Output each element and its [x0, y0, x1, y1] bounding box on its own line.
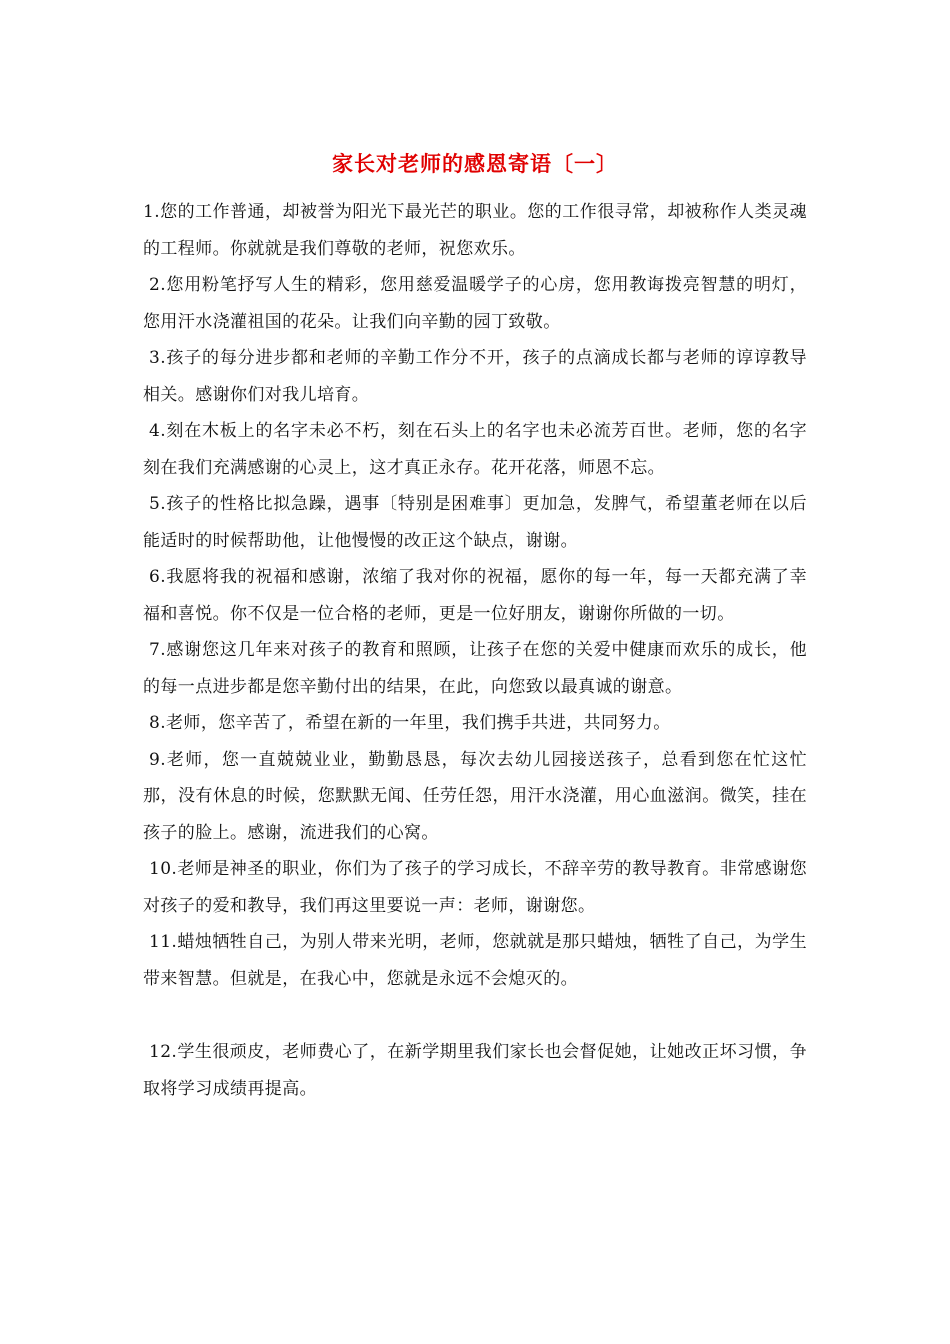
paragraph-1: 1.您的工作普通，却被誉为阳光下最光芒的职业。您的工作很寻常，却被称作人类灵魂的工程师。你就就是我们尊敬的老师，祝您欢乐。 [143, 202, 807, 259]
paragraph-12: 12.学生很顽皮，老师费心了，在新学期里我们家长也会督促她，让她改正坏习惯，争取将学习成绩再提高。 [143, 1042, 807, 1099]
paragraph-10: 10.老师是神圣的职业，你们为了孩子的学习成长，不辞辛劳的教导教育。非常感谢您对孩子的爱和教导，我们再这里要说一声：老师，谢谢您。 [143, 859, 807, 916]
paragraph-7: 7.感谢您这几年来对孩子的教育和照顾，让孩子在您的关爱中健康而欢乐的成长，他的每一点进步都是您辛勤付出的结果，在此，向您致以最真诚的谢意。 [143, 640, 807, 697]
document-title: 家长对老师的感恩寄语〔一〕 [332, 151, 618, 176]
document-body [143, 194, 807, 1107]
paragraph-11: 11.蜡烛牺牲自己，为别人带来光明，老师，您就就是那只蜡烛，牺牲了自己，为学生带来智慧。但就是，在我心中，您就是永远不会熄灭的。 [143, 932, 807, 989]
paragraph-4: 4.刻在木板上的名字未必不朽，刻在石头上的名字也未必流芳百世。老师，您的名字刻在我们充满感谢的心灵上，这才真正永存。花开花落，师恩不忘。 [143, 421, 807, 478]
paragraph-2: 2.您用粉笔抒写人生的精彩，您用慈爱温暖学子的心房，您用教诲拨亮智慧的明灯，您用汗水浇灌祖国的花朵。让我们向辛勤的园丁致敬。 [143, 275, 807, 332]
paragraph-3: 3.孩子的每分进步都和老师的辛勤工作分不开，孩子的点滴成长都与老师的谆谆教导相关。感谢你们对我儿培育。 [143, 348, 807, 405]
paragraph-8: 8.老师，您辛苦了，希望在新的一年里，我们携手共进，共同努力。 [149, 713, 671, 733]
paragraph-6: 6.我愿将我的祝福和感谢，浓缩了我对你的祝福，愿你的每一年，每一天都充满了幸福和喜悦。你不仅是一位合格的老师，更是一位好朋友，谢谢你所做的一切。 [143, 567, 807, 624]
paragraph-9: 9.老师，您一直兢兢业业，勤勤恳恳，每次去幼儿园接送孩子，总看到您在忙这忙那，没有休息的时候，您默默无闻、任劳任怨，用汗水浇灌，用心血滋润。微笑，挂在孩子的脸上。感谢，流进我们的心窝。 [143, 749, 807, 843]
paragraph-5: 5.孩子的性格比拟急躁，遇事〔特别是困难事〕更加急，发脾气，希望董老师在以后能适时的时候帮助他，让他慢慢的改正这个缺点，谢谢。 [143, 494, 807, 551]
